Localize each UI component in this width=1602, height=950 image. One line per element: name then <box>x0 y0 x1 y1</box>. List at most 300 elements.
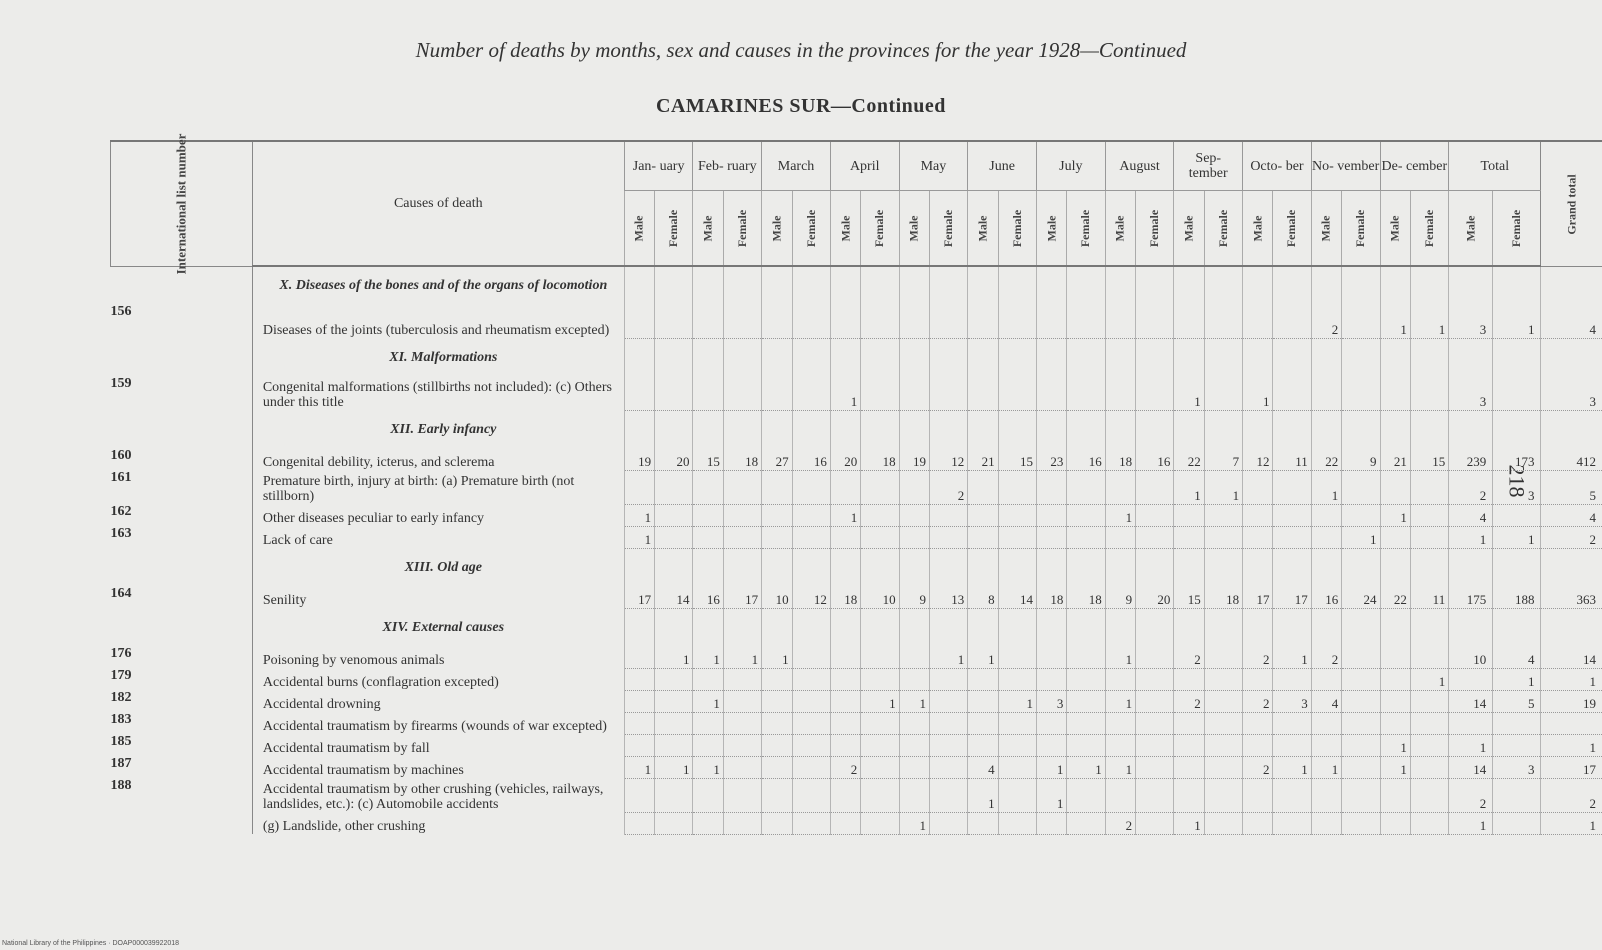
page-subtitle: CAMARINES SUR—Continued <box>656 95 946 117</box>
total-cell <box>1493 376 1541 410</box>
list-number: 185 <box>110 734 132 749</box>
empty-cell <box>1410 338 1448 376</box>
count-cell <box>693 304 723 338</box>
count-cell <box>655 734 693 756</box>
female-label: Female <box>1284 209 1299 248</box>
female-header <box>1493 191 1541 267</box>
count-cell <box>1273 504 1311 526</box>
empty-cell <box>1243 608 1273 646</box>
count-cell: 20 <box>655 448 693 470</box>
count-cell <box>792 646 830 668</box>
count-cell <box>792 712 830 734</box>
empty-cell <box>792 410 830 448</box>
total-header: Total <box>1449 141 1541 191</box>
count-cell <box>655 712 693 734</box>
count-cell <box>1204 376 1242 410</box>
empty-cell <box>762 608 792 646</box>
count-cell <box>655 812 693 834</box>
female-label: Female <box>1509 209 1524 248</box>
count-cell <box>693 526 723 548</box>
grand-total-cell: 1 <box>1541 734 1602 756</box>
count-cell: 1 <box>1380 504 1410 526</box>
empty-cell <box>723 266 761 304</box>
count-cell: 21 <box>1380 448 1410 470</box>
count-cell: 18 <box>1105 448 1135 470</box>
count-cell: 11 <box>1410 586 1448 608</box>
empty-cell <box>1067 548 1105 586</box>
list-number: 164 <box>110 586 132 601</box>
count-cell: 3 <box>1036 690 1066 712</box>
count-cell <box>830 734 860 756</box>
count-cell: 1 <box>1105 756 1135 778</box>
table-row <box>111 586 1602 608</box>
count-cell: 12 <box>929 448 967 470</box>
count-cell: 15 <box>1174 586 1204 608</box>
empty-cell <box>1410 608 1448 646</box>
count-cell: 1 <box>1410 668 1448 690</box>
count-cell <box>899 668 929 690</box>
count-cell <box>693 812 723 834</box>
count-cell <box>1174 734 1204 756</box>
grand-total-cell: 2 <box>1541 778 1602 812</box>
count-cell <box>1036 646 1066 668</box>
count-cell <box>792 734 830 756</box>
count-cell <box>1342 712 1380 734</box>
cause-label: Accidental drowning <box>252 690 624 712</box>
count-cell: 1 <box>1380 734 1410 756</box>
grand-total-cell: 1 <box>1541 668 1602 690</box>
table-row <box>111 734 1602 756</box>
count-cell: 16 <box>1136 448 1174 470</box>
empty-cell <box>762 410 792 448</box>
count-cell <box>1105 376 1135 410</box>
cause-label: (g) Landslide, other crushing <box>252 812 624 834</box>
count-cell <box>762 778 792 812</box>
count-cell <box>1243 778 1273 812</box>
count-cell <box>1273 778 1311 812</box>
count-cell <box>861 668 899 690</box>
count-cell <box>1410 690 1448 712</box>
empty-cell <box>861 266 899 304</box>
empty-cell <box>1342 608 1380 646</box>
count-cell: 16 <box>1311 586 1341 608</box>
empty-cell <box>1273 338 1311 376</box>
empty-cell <box>1036 548 1066 586</box>
table-body <box>111 266 1602 834</box>
count-cell: 21 <box>968 448 998 470</box>
count-cell <box>1204 504 1242 526</box>
male-label: Male <box>1318 215 1333 242</box>
count-cell <box>655 668 693 690</box>
count-cell <box>1380 778 1410 812</box>
count-cell <box>861 470 899 504</box>
page-title: Number of deaths by months, sex and causes in the provinces for the year 1928—Continued <box>415 38 1187 62</box>
empty-cell <box>929 266 967 304</box>
count-cell <box>1204 668 1242 690</box>
female-header <box>723 191 761 267</box>
count-cell <box>655 526 693 548</box>
count-cell <box>762 756 792 778</box>
count-cell <box>624 712 654 734</box>
count-cell <box>830 304 860 338</box>
count-cell <box>1204 712 1242 734</box>
cause-label: Other diseases peculiar to early infancy <box>252 504 624 526</box>
empty-cell <box>998 608 1036 646</box>
empty-cell <box>1449 548 1493 586</box>
list-number: 183 <box>110 712 132 727</box>
count-cell <box>899 646 929 668</box>
count-cell <box>693 668 723 690</box>
count-cell <box>861 756 899 778</box>
grand-total-cell: 14 <box>1541 646 1602 668</box>
male-label: Male <box>1463 215 1478 242</box>
month-header: De- cember <box>1380 141 1449 191</box>
count-cell <box>1243 712 1273 734</box>
female-header <box>1342 191 1380 267</box>
empty-cell <box>1105 410 1135 448</box>
count-cell <box>899 526 929 548</box>
count-cell <box>792 504 830 526</box>
count-cell <box>1067 504 1105 526</box>
count-cell: 4 <box>1311 690 1341 712</box>
empty-cell <box>1410 266 1448 304</box>
count-cell <box>1243 504 1273 526</box>
total-cell <box>1493 712 1541 734</box>
empty-cell <box>1204 548 1242 586</box>
grand-total-cell: 412 <box>1541 448 1602 470</box>
count-cell <box>1136 504 1174 526</box>
count-cell <box>1273 734 1311 756</box>
empty-cell <box>1342 410 1380 448</box>
count-cell <box>899 470 929 504</box>
empty-cell <box>792 266 830 304</box>
count-cell: 18 <box>830 586 860 608</box>
list-number: 162 <box>110 504 132 519</box>
empty-cell <box>693 410 723 448</box>
empty-cell <box>1204 608 1242 646</box>
female-header <box>1410 191 1448 267</box>
count-cell <box>1067 470 1105 504</box>
count-cell <box>968 504 998 526</box>
empty-cell <box>723 608 761 646</box>
count-cell <box>1136 778 1174 812</box>
empty-cell <box>998 266 1036 304</box>
count-cell: 18 <box>1067 586 1105 608</box>
empty-cell <box>1204 338 1242 376</box>
grand-total-cell <box>1541 712 1602 734</box>
count-cell <box>1204 646 1242 668</box>
count-cell <box>762 376 792 410</box>
count-cell <box>1067 376 1105 410</box>
count-cell: 9 <box>1105 586 1135 608</box>
list-number: 159 <box>110 376 132 391</box>
count-cell: 1 <box>899 690 929 712</box>
female-header <box>655 191 693 267</box>
total-cell: 10 <box>1449 646 1493 668</box>
total-cell: 239 <box>1449 448 1493 470</box>
count-cell: 1 <box>693 646 723 668</box>
count-cell <box>1380 668 1410 690</box>
count-cell <box>861 646 899 668</box>
male-header <box>1105 191 1135 267</box>
page-number: 218 <box>1504 464 1530 498</box>
section-heading: XIII. Old age <box>252 548 624 586</box>
count-cell <box>1136 668 1174 690</box>
count-cell <box>1036 526 1066 548</box>
table-row <box>111 646 1602 668</box>
count-cell <box>1410 504 1448 526</box>
total-cell: 2 <box>1449 470 1493 504</box>
empty-cell <box>1311 338 1341 376</box>
empty-cell <box>1067 338 1105 376</box>
count-cell: 1 <box>1036 756 1066 778</box>
list-number <box>111 338 253 376</box>
empty-cell <box>1449 338 1493 376</box>
count-cell <box>1067 690 1105 712</box>
empty-cell <box>1380 266 1410 304</box>
total-cell: 3 <box>1493 756 1541 778</box>
count-cell <box>1036 504 1066 526</box>
empty-cell <box>1311 410 1341 448</box>
empty-cell <box>968 608 998 646</box>
empty-cell <box>723 338 761 376</box>
count-cell <box>899 304 929 338</box>
count-cell <box>762 504 792 526</box>
count-cell <box>624 778 654 812</box>
count-cell <box>792 526 830 548</box>
count-cell <box>899 734 929 756</box>
section-row <box>111 548 1602 586</box>
count-cell <box>1311 376 1341 410</box>
female-label: Female <box>666 209 681 248</box>
total-cell: 3 <box>1449 304 1493 338</box>
female-header <box>1067 191 1105 267</box>
empty-cell <box>792 548 830 586</box>
count-cell <box>792 778 830 812</box>
empty-cell <box>1541 338 1602 376</box>
grand-total-cell: 3 <box>1541 376 1602 410</box>
count-cell: 11 <box>1273 448 1311 470</box>
female-header <box>929 191 967 267</box>
section-row <box>111 608 1602 646</box>
count-cell <box>1342 668 1380 690</box>
section-row <box>111 338 1602 376</box>
count-cell <box>1174 504 1204 526</box>
count-cell <box>1105 304 1135 338</box>
empty-cell <box>899 608 929 646</box>
empty-cell <box>1136 338 1174 376</box>
count-cell <box>1174 756 1204 778</box>
empty-cell <box>1380 548 1410 586</box>
count-cell: 17 <box>723 586 761 608</box>
count-cell: 22 <box>1311 448 1341 470</box>
empty-cell <box>792 608 830 646</box>
total-cell: 4 <box>1493 646 1541 668</box>
empty-cell <box>1380 608 1410 646</box>
grand-total-cell: 19 <box>1541 690 1602 712</box>
count-cell <box>1410 778 1448 812</box>
empty-cell <box>899 548 929 586</box>
count-cell <box>1067 304 1105 338</box>
female-label: Female <box>1009 209 1024 248</box>
count-cell: 22 <box>1380 586 1410 608</box>
total-cell: 1 <box>1493 304 1541 338</box>
total-cell: 1 <box>1449 526 1493 548</box>
count-cell <box>1204 304 1242 338</box>
total-cell: 14 <box>1449 690 1493 712</box>
female-header <box>1136 191 1174 267</box>
count-cell <box>1311 504 1341 526</box>
female-label: Female <box>1353 209 1368 248</box>
empty-cell <box>998 410 1036 448</box>
count-cell <box>1342 470 1380 504</box>
count-cell <box>1311 778 1341 812</box>
male-label: Male <box>1112 215 1127 242</box>
total-cell: 1 <box>1493 668 1541 690</box>
list-number: 187 <box>110 756 132 771</box>
count-cell <box>693 778 723 812</box>
empty-cell <box>1493 608 1541 646</box>
deaths-table <box>110 133 1602 835</box>
count-cell: 1 <box>1273 756 1311 778</box>
empty-cell <box>1136 410 1174 448</box>
count-cell: 1 <box>1105 690 1135 712</box>
female-label: Female <box>1422 209 1437 248</box>
count-cell <box>762 470 792 504</box>
empty-cell <box>929 410 967 448</box>
empty-cell <box>655 338 693 376</box>
count-cell <box>1036 812 1066 834</box>
count-cell: 1 <box>830 504 860 526</box>
empty-cell <box>929 338 967 376</box>
count-cell: 1 <box>1311 756 1341 778</box>
empty-cell <box>1493 548 1541 586</box>
empty-cell <box>723 548 761 586</box>
list-number: 160 <box>110 448 132 463</box>
count-cell <box>968 304 998 338</box>
female-label: Female <box>803 209 818 248</box>
total-cell: 2 <box>1449 778 1493 812</box>
count-cell: 1 <box>830 376 860 410</box>
female-header <box>998 191 1036 267</box>
total-cell <box>1493 812 1541 834</box>
count-cell <box>723 668 761 690</box>
count-cell <box>899 756 929 778</box>
total-cell: 1 <box>1493 526 1541 548</box>
male-label: Male <box>975 215 990 242</box>
table-row <box>111 526 1602 548</box>
count-cell <box>1311 812 1341 834</box>
cause-label: Accidental burns (conflagration excepted) <box>252 668 624 690</box>
count-cell: 22 <box>1174 448 1204 470</box>
empty-cell <box>655 266 693 304</box>
count-cell <box>655 778 693 812</box>
count-cell <box>1036 668 1066 690</box>
count-cell <box>929 690 967 712</box>
count-cell <box>899 376 929 410</box>
count-cell <box>929 376 967 410</box>
table-row <box>111 304 1602 338</box>
count-cell: 1 <box>723 646 761 668</box>
empty-cell <box>1541 608 1602 646</box>
count-cell <box>1380 646 1410 668</box>
grand-total-cell: 17 <box>1541 756 1602 778</box>
count-cell: 1 <box>1380 304 1410 338</box>
total-cell <box>1449 712 1493 734</box>
count-cell <box>1311 734 1341 756</box>
empty-cell <box>655 608 693 646</box>
count-cell <box>1311 712 1341 734</box>
male-header <box>1380 191 1410 267</box>
total-cell: 1 <box>1449 734 1493 756</box>
empty-cell <box>1311 266 1341 304</box>
count-cell: 1 <box>1273 646 1311 668</box>
count-cell <box>929 712 967 734</box>
month-header: No- vember <box>1311 141 1380 191</box>
empty-cell <box>1493 266 1541 304</box>
count-cell <box>998 646 1036 668</box>
count-cell <box>929 734 967 756</box>
count-cell <box>1036 734 1066 756</box>
section-heading: X. Diseases of the bones and of the organs of locomotion <box>252 266 624 304</box>
empty-cell <box>1036 338 1066 376</box>
empty-cell <box>1136 266 1174 304</box>
cause-label: Accidental traumatism by other crushing (vehicles, railways, landslides, etc.): (c) Automobile accidents <box>252 778 624 812</box>
count-cell <box>998 734 1036 756</box>
empty-cell <box>1273 548 1311 586</box>
empty-cell <box>830 548 860 586</box>
grand-total-cell: 4 <box>1541 304 1602 338</box>
count-cell <box>792 668 830 690</box>
count-cell: 2 <box>1243 690 1273 712</box>
count-cell: 16 <box>792 448 830 470</box>
empty-cell <box>624 608 654 646</box>
count-cell <box>861 778 899 812</box>
count-cell <box>655 470 693 504</box>
count-cell <box>1136 756 1174 778</box>
count-cell <box>624 470 654 504</box>
count-cell: 23 <box>1036 448 1066 470</box>
count-cell <box>830 690 860 712</box>
count-cell: 1 <box>655 756 693 778</box>
empty-cell <box>1243 548 1273 586</box>
count-cell <box>1273 376 1311 410</box>
count-cell: 18 <box>723 448 761 470</box>
count-cell <box>861 526 899 548</box>
grand-total-cell: 2 <box>1541 526 1602 548</box>
male-header <box>624 191 654 267</box>
count-cell <box>1136 470 1174 504</box>
empty-cell <box>1105 608 1135 646</box>
empty-cell <box>1136 548 1174 586</box>
count-cell: 13 <box>929 586 967 608</box>
male-header <box>1449 191 1493 267</box>
count-cell <box>624 646 654 668</box>
empty-cell <box>830 338 860 376</box>
empty-cell <box>693 548 723 586</box>
male-header <box>1243 191 1273 267</box>
count-cell <box>723 690 761 712</box>
count-cell <box>792 690 830 712</box>
count-cell <box>998 526 1036 548</box>
count-cell: 2 <box>1311 304 1341 338</box>
count-cell <box>929 526 967 548</box>
count-cell <box>1136 712 1174 734</box>
count-cell <box>1342 812 1380 834</box>
count-cell <box>1136 812 1174 834</box>
count-cell <box>1410 712 1448 734</box>
count-cell <box>693 734 723 756</box>
